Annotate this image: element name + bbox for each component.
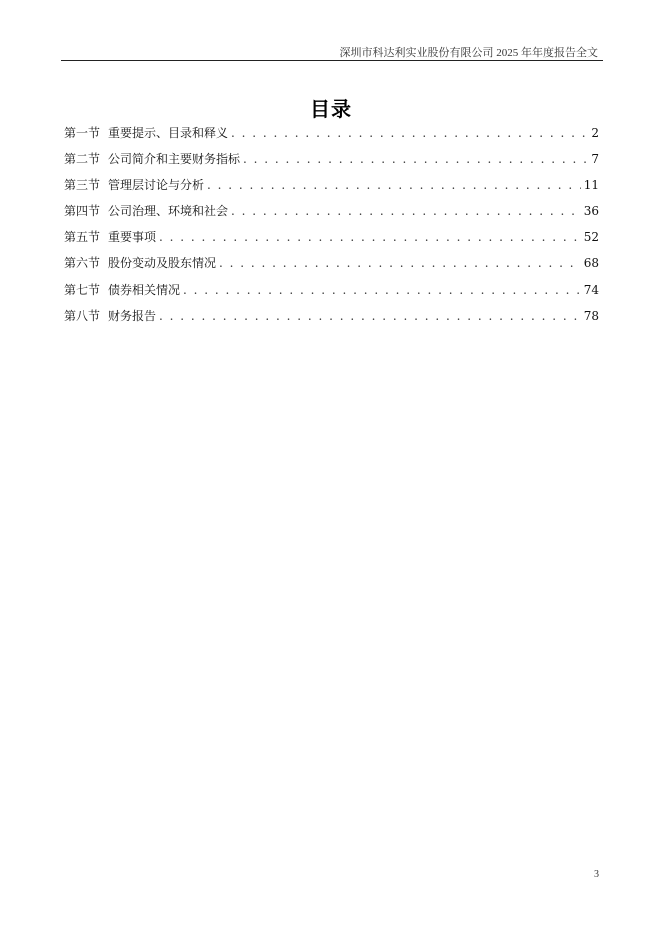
toc-leader-dots	[243, 152, 588, 166]
toc-leader-dots	[219, 256, 581, 270]
toc-section-number: 第一节	[64, 126, 101, 140]
page-number: 3	[594, 869, 599, 880]
toc-entry-7[interactable]	[64, 281, 599, 307]
toc-section-title: 管理层讨论与分析	[108, 178, 205, 193]
toc-section-title: 股份变动及股东情况	[108, 256, 217, 271]
toc-leader-dots	[183, 283, 581, 297]
toc-entry-4[interactable]	[64, 202, 599, 228]
toc-entry-3[interactable]	[64, 176, 599, 202]
toc-entry-1[interactable]	[64, 124, 599, 150]
toc-leader-dots	[231, 126, 588, 140]
toc-section-number: 第六节	[64, 256, 101, 271]
toc-leader-dots	[159, 230, 581, 244]
toc-leader-dots	[231, 204, 581, 218]
header-rule	[61, 60, 603, 61]
table-of-contents	[64, 124, 599, 333]
toc-entry-6[interactable]	[64, 254, 599, 280]
toc-section-number: 第二节	[64, 152, 101, 167]
toc-title: 目录	[310, 97, 352, 121]
running-header: 深圳市科达利实业股份有限公司 2025 年年度报告全文	[339, 47, 598, 59]
toc-page-number: 2	[591, 126, 599, 140]
toc-section-number: 第七节	[64, 282, 101, 297]
toc-section-number: 第四节	[64, 204, 101, 219]
toc-leader-dots	[207, 178, 581, 192]
toc-page-number: 78	[583, 308, 599, 323]
toc-page-number: 7	[591, 152, 599, 167]
toc-section-number: 第三节	[64, 178, 101, 193]
toc-section-title: 债券相关情况	[108, 282, 181, 297]
toc-leader-dots	[159, 309, 581, 323]
toc-page-number: 52	[583, 230, 599, 245]
toc-section-title: 重要事项	[108, 230, 157, 245]
toc-page-number: 36	[583, 204, 599, 219]
toc-section-number: 第五节	[64, 230, 101, 245]
toc-section-title: 财务报告	[108, 308, 157, 323]
toc-section-title: 重要提示、目录和释义	[108, 126, 229, 140]
toc-page-number: 11	[583, 178, 599, 193]
toc-entry-5[interactable]	[64, 228, 599, 254]
toc-page-number: 74	[583, 282, 599, 297]
toc-entry-2[interactable]	[64, 150, 599, 176]
toc-entry-8[interactable]	[64, 307, 599, 333]
toc-page-number: 68	[583, 256, 599, 271]
toc-section-title: 公司简介和主要财务指标	[108, 152, 241, 167]
toc-section-title: 公司治理、环境和社会	[108, 204, 229, 219]
toc-section-number: 第八节	[64, 308, 101, 323]
